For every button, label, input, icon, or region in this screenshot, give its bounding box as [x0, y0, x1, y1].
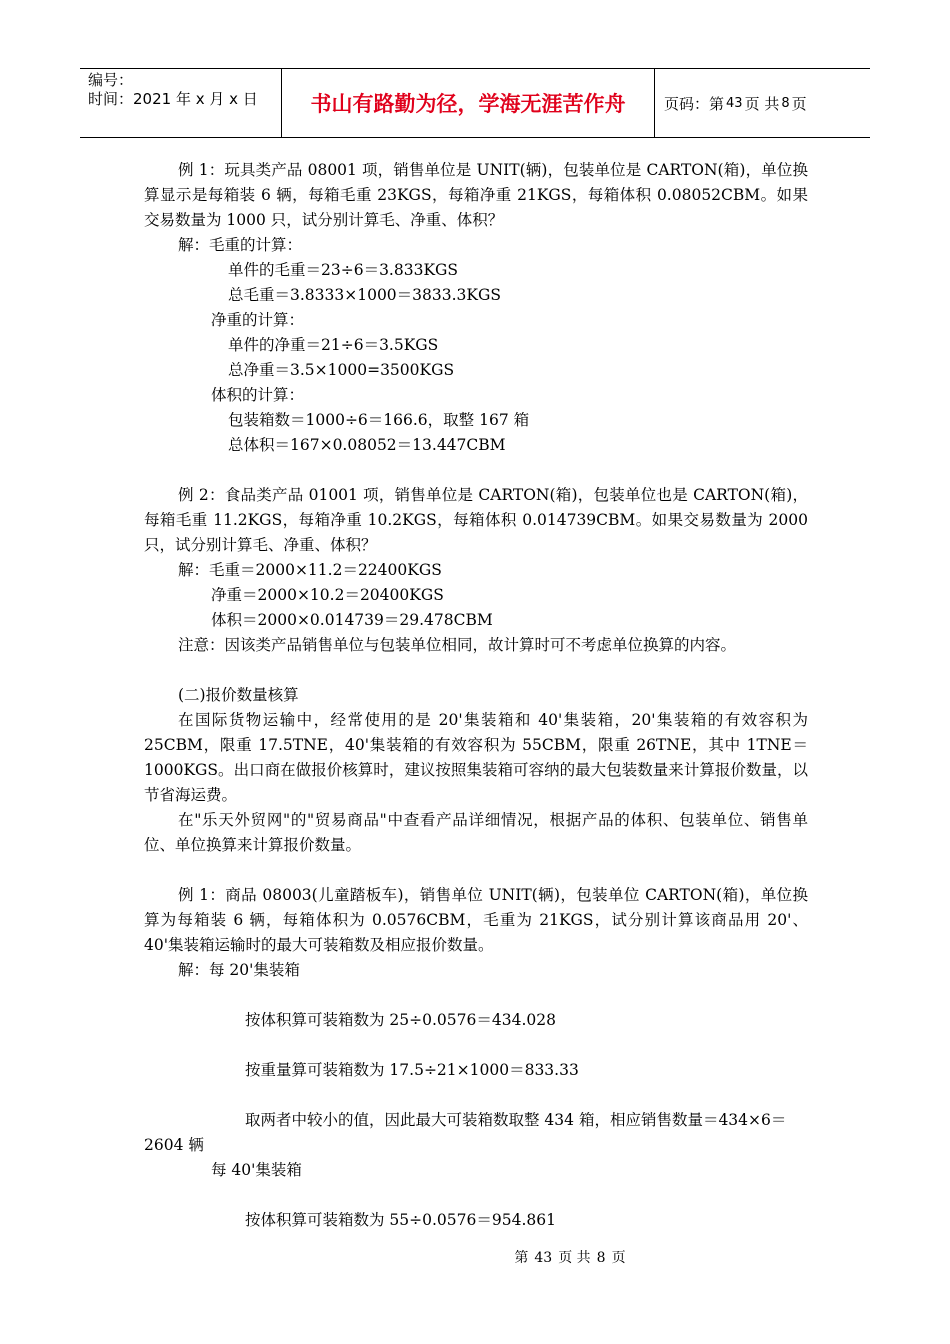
example3-result-20-cont: 2604 辆: [144, 1136, 204, 1154]
example3-40-heading: 每 40'集装箱: [211, 1161, 302, 1179]
section2-paragraph2: 在"乐天外贸网"的"贸易商品"中查看产品详细情况，根据产品的体积、包装单位、销售单位、单位换算来计算报价数量。: [144, 811, 808, 854]
example3-weight-20: 按重量算可装箱数为 17.5÷21×1000＝833.33: [245, 1061, 579, 1079]
example1-net-heading: 净重的计算：: [211, 311, 305, 329]
example3-volume-20: 按体积算可装箱数为 25÷0.0576＝434.028: [245, 1011, 556, 1029]
example1-net-unit: 单件的净重＝21÷6＝3.5KGS: [228, 336, 439, 354]
example2-note: 注意：因该类产品销售单位与包装单位相同，故计算时可不考虑单位换算的内容。: [178, 636, 737, 654]
footer-page: 43: [534, 1250, 553, 1266]
example2-volume: 体积＝2000×0.014739＝29.478CBM: [211, 611, 493, 629]
page-mid: 页 共: [744, 94, 780, 113]
document-body: [144, 158, 808, 1233]
example1-gross-total: 总毛重＝3.8333×1000＝3833.3KGS: [228, 286, 501, 304]
header-meta: [80, 69, 282, 137]
page-header: [80, 68, 870, 138]
example3-volume-40: 按体积算可装箱数为 55÷0.0576＝954.861: [245, 1211, 556, 1229]
section2-title: (二)报价数量核算: [178, 686, 299, 704]
example3-result-20: 取两者中较小的值，因此最大可装箱数取整 434 箱，相应销售数量＝434×6＝: [245, 1111, 787, 1129]
example3-solution: 解：每 20'集装箱: [178, 961, 300, 979]
page-number: 43: [726, 95, 743, 111]
footer-suffix: 页: [611, 1250, 626, 1266]
example1-paragraph: 例 1：玩具类产品 08001 项，销售单位是 UNIT(辆)，包装单位是 CARTON(箱)，单位换算显示是每箱装 6 辆，每箱毛重 23KGS，每箱净重 21KGS，每箱体积 0.08052CBM。如果交易数量为 1000 只，试分别计算毛、净重、体积？: [144, 161, 808, 229]
header-page-info: [655, 69, 870, 137]
header-motto: 书山有路勤为径，学海无涯苦作舟: [282, 69, 655, 137]
footer-prefix: 第: [514, 1250, 529, 1266]
example1-solution: 解：毛重的计算：: [178, 236, 303, 254]
example3-paragraph: 例 1：商品 08003(儿童踏板车)，销售单位 UNIT(辆)，包装单位 CARTON(箱)，单位换算为每箱装 6 辆，每箱体积为 0.0576CBM，毛重为 21KGS，试分别计算该商品用 20'、40'集装箱运输时的最大可装箱数及相应报价数量。: [144, 886, 808, 954]
section2-paragraph1: 在国际货物运输中，经常使用的是 20'集装箱和 40'集装箱，20'集装箱的有效容积为 25CBM，限重 17.5TNE，40'集装箱的有效容积为 55CBM，限重 26TNE，其中 1TNE＝1000KGS。出口商在做报价核算时，建议按照集装箱可容纳的最大包装数量来计算报价数量，以节省海运费。: [144, 711, 808, 804]
example2-solution: 解：毛重＝2000×11.2＝22400KGS: [178, 561, 442, 579]
code-label: 编号：: [88, 71, 134, 89]
footer-total: 8: [596, 1250, 606, 1266]
example2-paragraph: 例 2：食品类产品 01001 项，销售单位是 CARTON(箱)，包装单位也是 CARTON(箱)，每箱毛重 11.2KGS，每箱净重 10.2KGS，每箱体积 0.014739CBM。如果交易数量为 2000 只，试分别计算毛、净重、体积？: [144, 486, 808, 554]
example1-net-total: 总净重＝3.5×1000=3500KGS: [228, 361, 455, 379]
example1-volume-heading: 体积的计算：: [211, 386, 305, 404]
example1-volume-total: 总体积＝167×0.08052＝13.447CBM: [228, 436, 506, 454]
footer-mid: 页 共: [558, 1250, 591, 1266]
page-suffix: 页: [791, 94, 807, 113]
page-footer: [0, 1247, 950, 1267]
page-prefix: 页码：第: [664, 94, 725, 113]
page-total: 8: [781, 95, 790, 111]
date-label: 时间：2021 年 x 月 x 日: [88, 90, 258, 108]
example1-gross-unit: 单件的毛重＝23÷6＝3.833KGS: [228, 261, 459, 279]
example2-net: 净重＝2000×10.2＝20400KGS: [211, 586, 444, 604]
example1-box-count: 包装箱数＝1000÷6＝166.6，取整 167 箱: [228, 411, 530, 429]
